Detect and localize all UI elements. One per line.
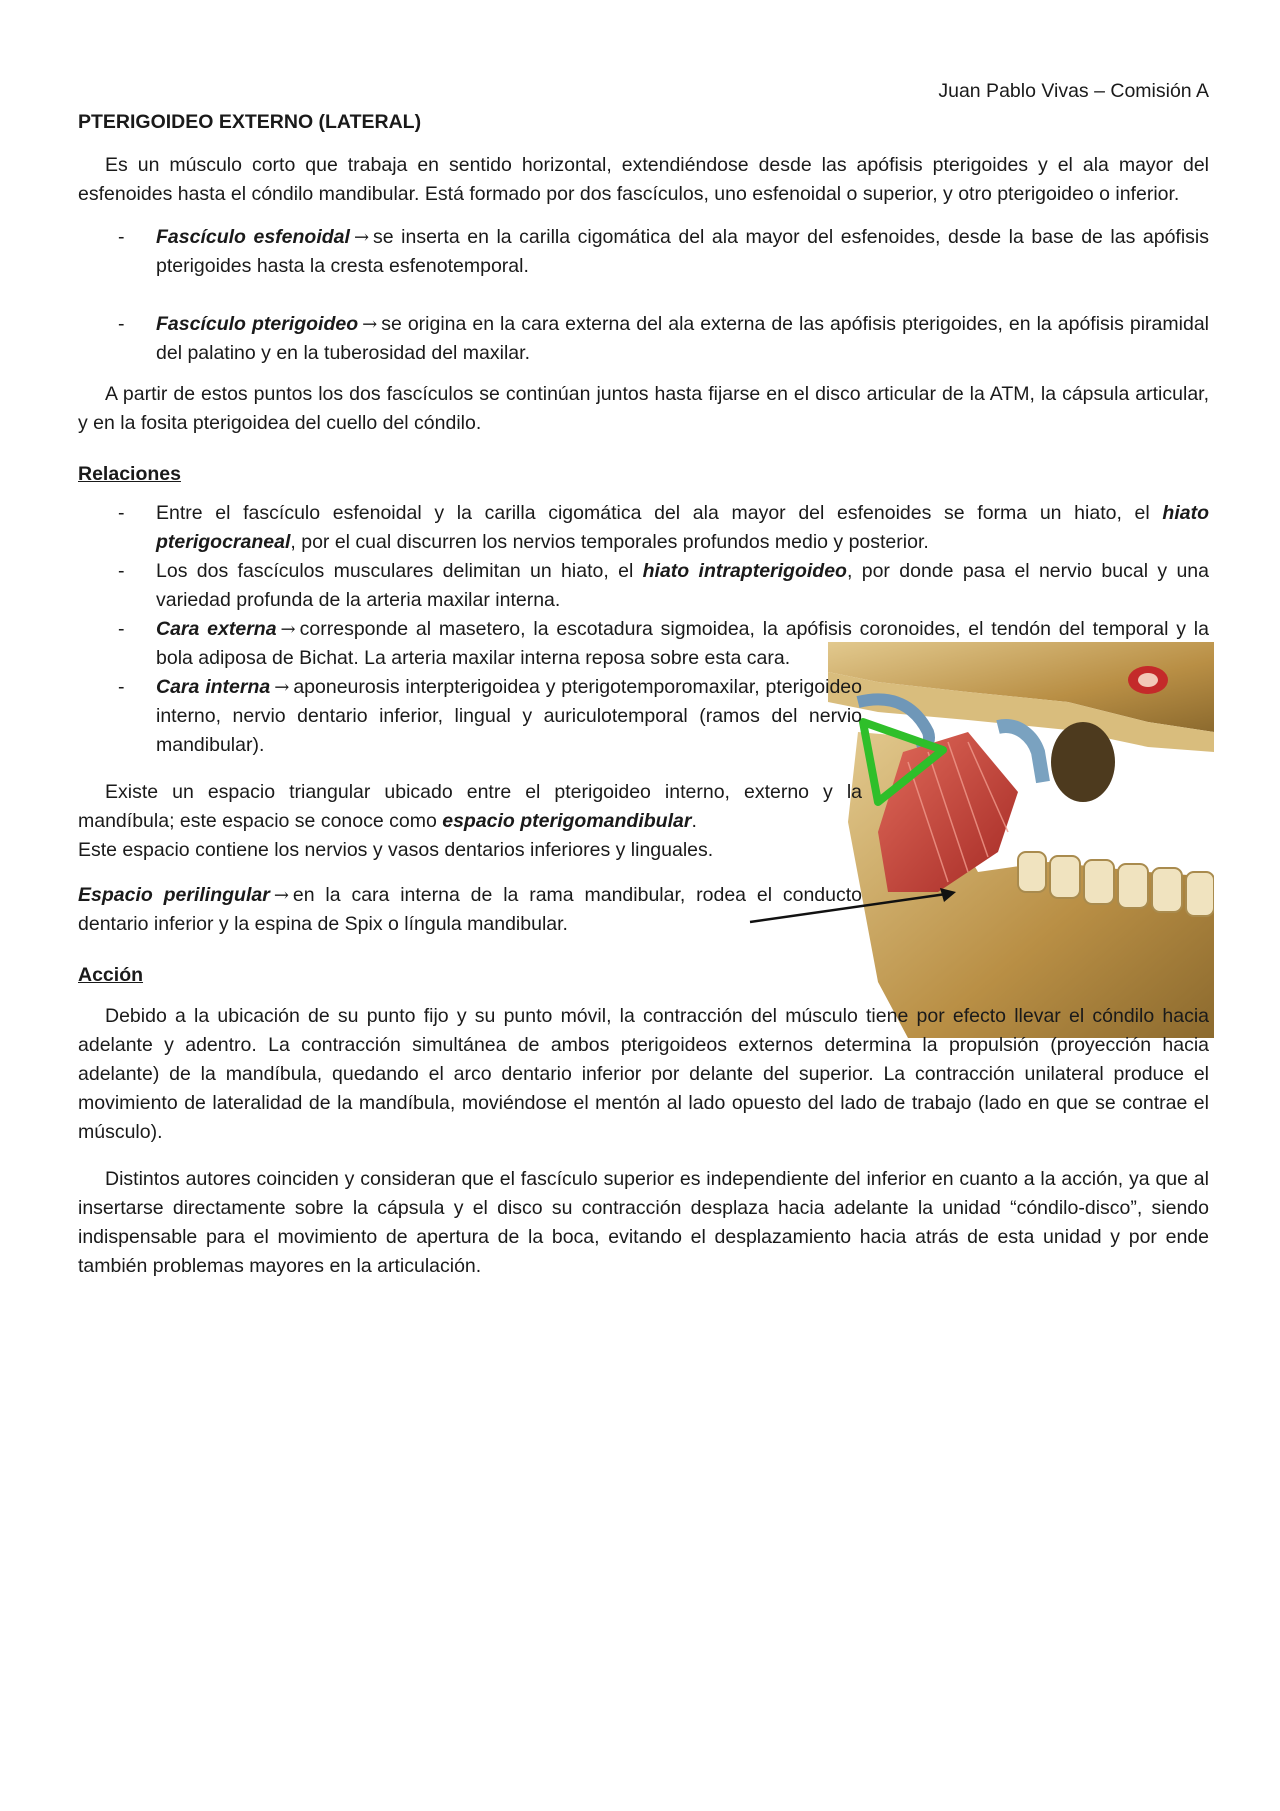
term: espacio pterigomandibular [442,810,692,832]
paragraph-text: Existe un espacio triangular ubicado entre el pterigoideo interno, externo y la mandíbula; este espacio se conoce como [78,781,862,832]
list-item-text: , por el cual discurren los nervios temporales profundos medio y posterior. [290,531,929,553]
fasciculos-list [78,223,1209,368]
term: Cara externa [156,618,277,640]
document-page [78,70,1209,1293]
accion-heading: Acción [78,964,144,986]
term: hiato intrapterigoideo [642,560,847,582]
page-title: PTERIGOIDEO EXTERNO (LATERAL) [78,111,422,133]
arrow-icon: → [353,227,370,248]
term: Espacio perilingular [78,884,270,906]
accion-paragraph-2: Distintos autores coinciden y consideran que el fascículo superior es independiente del inferior en cuanto a la acción, ya que al insertarse directamente sobre la cápsula y el disco su contracción desplaza hacia adelante la unidad “cóndilo-disco”, siendo indispensable para el movimiento de apertura de la boca, evitando el desplazamiento hacia atrás de esta unidad y por ende también problemas mayores en la articulación. [78,1168,1209,1277]
perilingular-paragraph [78,881,862,939]
paragraph-text: en la cara interna de la rama mandibular, rodea el conducto dentario inferior y la espina de Spix o língula mandibular. [78,884,862,935]
list-item [156,557,1209,615]
term: Fascículo esfenoidal [156,226,350,248]
relaciones-list [78,499,1209,760]
term: hiato pterigocraneal [156,502,1209,553]
espacio-paragraph [78,778,862,836]
list-item-text: se origina en la cara externa del ala externa de las apófisis pterigoides, en la apófisis piramidal del palatino y en la tuberosidad del maxilar. [156,313,1209,364]
arrow-icon: → [273,885,289,906]
list-item [156,310,1209,368]
author-header: Juan Pablo Vivas – Comisión A [938,80,1209,102]
list-item-text: se inserta en la carilla cigomática del ala mayor del esfenoides, desde la base de las apófisis pterigoides hasta la cresta esfenotemporal. [156,226,1210,277]
continuation-paragraph: A partir de estos puntos los dos fascículos se continúan juntos hasta fijarse en el disco articular de la ATM, la cápsula articular, y en la fosita pterigoidea del cuello del cóndilo. [78,383,1209,434]
list-item-text: aponeurosis interpterigoidea y pterigotemporomaxilar, pterigoideo interno, nervio dentario inferior, lingual y auriculotemporal (ramos del nervio mandibular). [156,676,862,756]
arrow-icon: → [362,314,378,335]
list-item-text: Los dos fascículos musculares delimitan un hiato, el [156,560,643,582]
accion-paragraph-1: Debido a la ubicación de su punto fijo y su punto móvil, la contracción del músculo tiene por efecto llevar el cóndilo hacia adelante y adentro. La contracción simultánea de ambos pterigoideos externos determina la propulsión (proyección hacia adelante) de la mandíbula, quedando el arco dentario inferior por delante del superior. La contracción unilateral produce el movimiento de lateralidad de la mandíbula, moviéndose el mentón al lado opuesto del lado de trabajo (lado en que se contrae el músculo). [78,1005,1209,1143]
list-item [156,615,1209,673]
list-item [156,673,862,760]
paragraph-text: . [691,810,697,832]
list-item-text: corresponde al masetero, la escotadura sigmoidea, la apófisis coronoides, el tendón del temporal y la bola adiposa de Bichat. La arteria maxilar interna reposa sobre esta cara. [156,618,1209,669]
relaciones-heading: Relaciones [78,463,181,485]
arrow-icon: → [274,677,290,698]
list-item [156,223,1209,281]
list-item [156,499,1209,557]
term: Fascículo pterigoideo [156,313,359,335]
espacio-contents: Este espacio contiene los nervios y vasos dentarios inferiores y linguales. [78,839,714,861]
intro-paragraph: Es un músculo corto que trabaja en sentido horizontal, extendiéndose desde las apófisis pterigoides y el ala mayor del esfenoides hasta el cóndilo mandibular. Está formado por dos fascículos, uno esfenoidal o superior, y otro pterigoideo o inferior. [78,154,1209,205]
list-item-text: Entre el fascículo esfenoidal y la carilla cigomática del ala mayor del esfenoides se forma un hiato, el [156,502,1163,524]
list-item-text: , por donde pasa el nervio bucal y una variedad profunda de la arteria maxilar interna. [156,560,1209,611]
arrow-icon: → [280,619,296,640]
term: Cara interna [156,676,271,698]
